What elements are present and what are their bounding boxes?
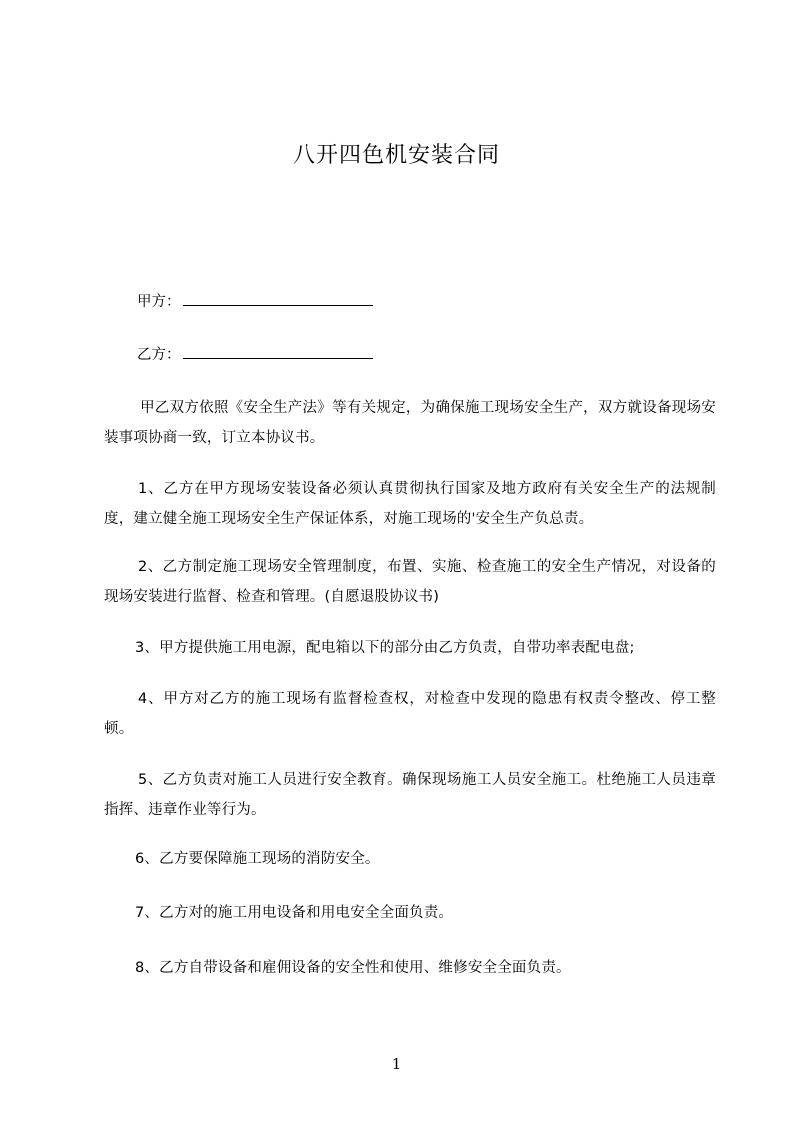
paragraph-text: 7、乙方对的施工用电设备和用电安全全面负责。 [135,905,454,921]
paragraph-clause-4 [104,684,716,744]
party-a-label: 甲方： [137,294,181,310]
paragraph-text: 4、甲方对乙方的施工现场有监督检查权，对检查中发现的隐患有权责令整改、停工整顿。 [104,691,716,737]
paragraph-text: 1、乙方在甲方现场安装设备必须认真贯彻执行国家及地方政府有关安全生产的法规制度，建立健全施工现场安全生产保证体系，对施工现场的'安全生产负总责。 [104,481,716,527]
paragraph-clause-1 [104,474,716,534]
paragraph-intro [104,393,716,453]
paragraph-text: 8、乙方自带设备和雇佣设备的安全性和使用、维修安全全面负责。 [135,960,571,976]
paragraph-clause-3 [104,633,716,663]
paragraph-text: 3、甲方提供施工用电源，配电箱以下的部分由乙方负责，自带功率表配电盘; [135,640,635,656]
document-title: 八开四色机安装合同 [292,143,500,168]
party-a-line [137,291,373,312]
paragraph-text: 5、乙方负责对施工人员进行安全教育。确保现场施工人员安全施工。杜绝施工人员违章指挥、违章作业等行为。 [104,772,716,818]
paragraph-clause-2 [104,552,716,612]
page-number: 1 [391,1055,402,1073]
paragraph-text: 甲乙双方依照《安全生产法》等有关规定，为确保施工现场安全生产，双方就设备现场安装事项协商一致，订立本协议书。 [104,400,716,446]
paragraph-text: 2、乙方制定施工现场安全管理制度，布置、实施、检查施工的安全生产情况，对设备的现场安装进行监督、检查和管理。(自愿退股协议书) [104,559,716,605]
party-b-label: 乙方： [137,347,181,363]
paragraph-clause-6 [104,844,716,874]
paragraph-clause-7 [104,898,716,928]
paragraph-text: 6、乙方要保障施工现场的消防安全。 [135,851,380,867]
paragraph-clause-5 [104,765,716,825]
paragraph-clause-8 [104,953,716,983]
party-b-line [137,344,373,365]
party-a-blank [183,291,373,306]
party-b-blank [183,344,373,359]
